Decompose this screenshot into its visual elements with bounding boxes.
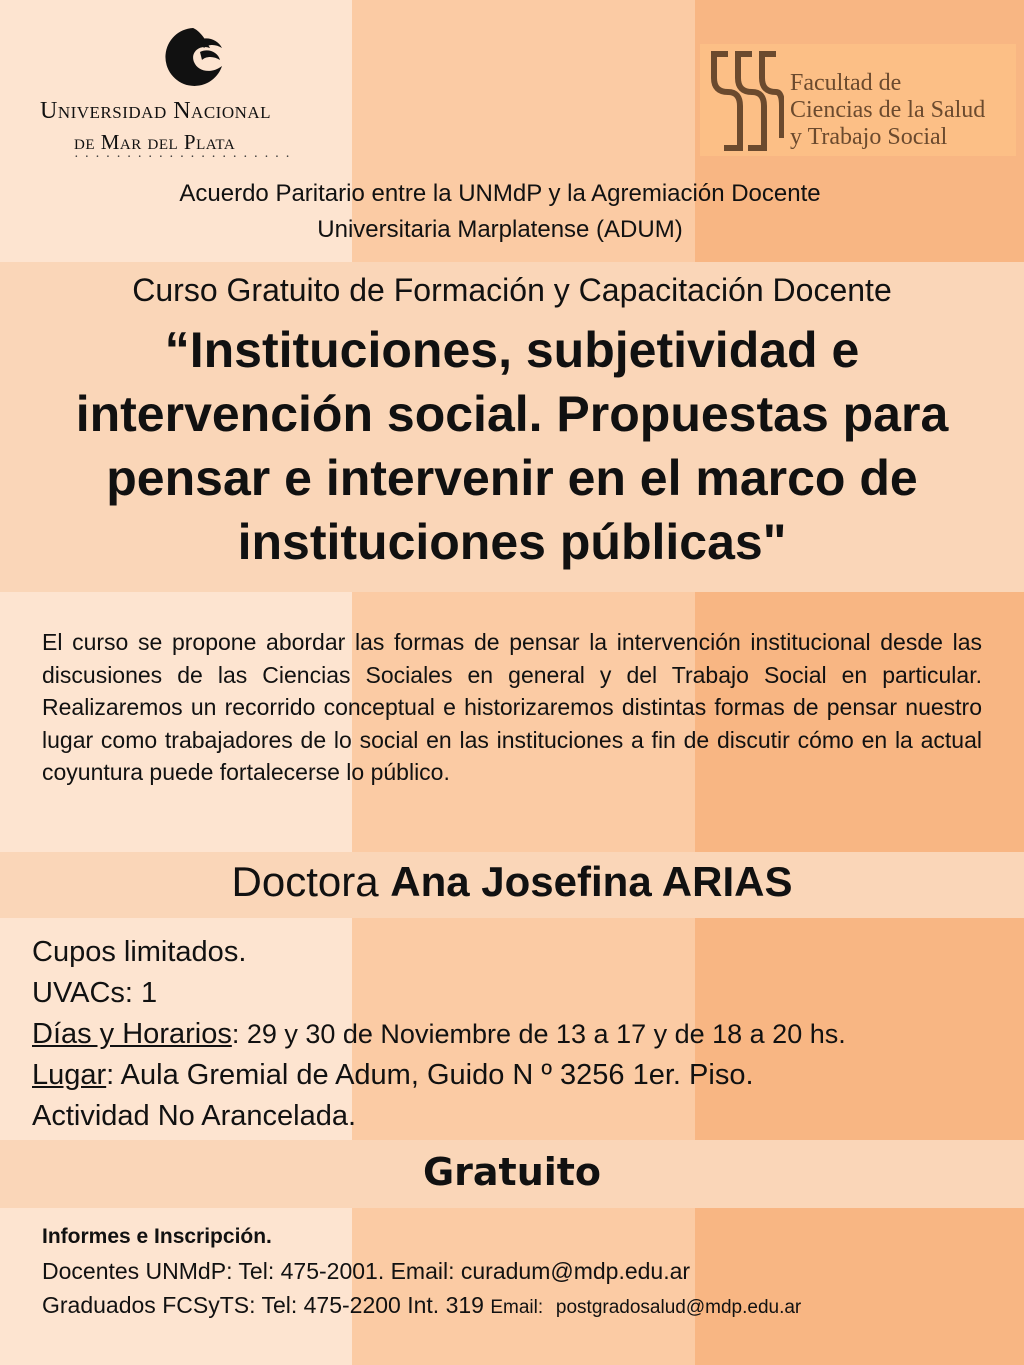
course-title-line2: intervención social. Propuestas para — [75, 386, 949, 442]
actividad-text: Actividad No Arancelada. — [32, 1100, 357, 1132]
contact-graduados-email-label: Email: — [490, 1297, 544, 1318]
course-details — [32, 932, 846, 1137]
gratuito-heading: Gratuito — [422, 1150, 602, 1194]
instructor-prefix: Doctora — [231, 858, 379, 905]
university-name-line2: de Mar del Plata — [74, 130, 236, 154]
course-subtitle: Curso Gratuito de Formación y Capacitación Docente — [132, 272, 892, 308]
schedule-row — [32, 1014, 846, 1055]
contact-docentes: Docentes UNMdP: Tel: 475-2001. Email: curadum@mdp.edu.ar — [42, 1258, 691, 1284]
faculty-name-line1: Facultad de — [790, 70, 902, 96]
contact-graduados-email: postgradosalud@mdp.edu.ar — [555, 1297, 802, 1318]
agreement-text — [0, 176, 1000, 248]
cupos-text: Cupos limitados. — [32, 936, 247, 968]
faculty-logo-icon — [704, 48, 784, 154]
contact-heading: Informes e Inscripción. — [42, 1225, 272, 1248]
course-title-line1: “Instituciones, subjetividad e — [164, 322, 860, 378]
instructor-name: Ana Josefina ARIAS — [390, 858, 793, 905]
course-title-line3: pensar e intervenir en el marco de — [106, 450, 918, 506]
instructor — [0, 858, 1024, 906]
unmdp-wave-logo-icon — [160, 26, 226, 88]
agreement-line2: Universitaria Marplatense (ADUM) — [317, 216, 683, 243]
schedule-label: Días y Horarios — [32, 1018, 232, 1050]
course-title — [10, 318, 1014, 574]
location-row — [32, 1055, 846, 1096]
agreement-line1: Acuerdo Paritario entre la UNMdP y la Agremiación Docente — [179, 180, 821, 207]
faculty-name-line2: Ciencias de la Salud — [790, 97, 986, 123]
contact-graduados-phone: Graduados FCSyTS: Tel: 475-2200 Int. 319 — [42, 1292, 484, 1318]
decorative-dots: · · · · · · · · · · · · · · · · · · · · · — [74, 150, 292, 165]
location-value: : Aula Gremial de Adum, Guido N º 3256 1er. Piso. — [106, 1059, 754, 1091]
uvacs-text: UVACs: 1 — [32, 977, 158, 1009]
university-name-line1: Universidad Nacional — [40, 98, 272, 124]
course-description: El curso se propone abordar las formas de pensar la intervención institucional desde las discusiones de las Ciencias Sociales en general y del Trabajo Social en particular. Realizaremos un recorrido conceptual e historizaremos distintas formas de pensar nuestro lugar como trabajadores de lo social en las instituciones a fin de discutir cómo en la actual coyuntura puede fortalecerse lo público. — [42, 629, 982, 785]
course-title-line4: instituciones públicas" — [237, 514, 787, 570]
contact-graduados — [42, 1288, 801, 1325]
location-label: Lugar — [32, 1059, 107, 1091]
faculty-name-line3: y Trabajo Social — [790, 124, 948, 150]
schedule-value: : 29 y 30 de Noviembre de 13 a 17 y de 18 a 20 hs. — [231, 1019, 846, 1049]
contact-info — [42, 1220, 801, 1325]
faculty-name — [790, 70, 985, 151]
